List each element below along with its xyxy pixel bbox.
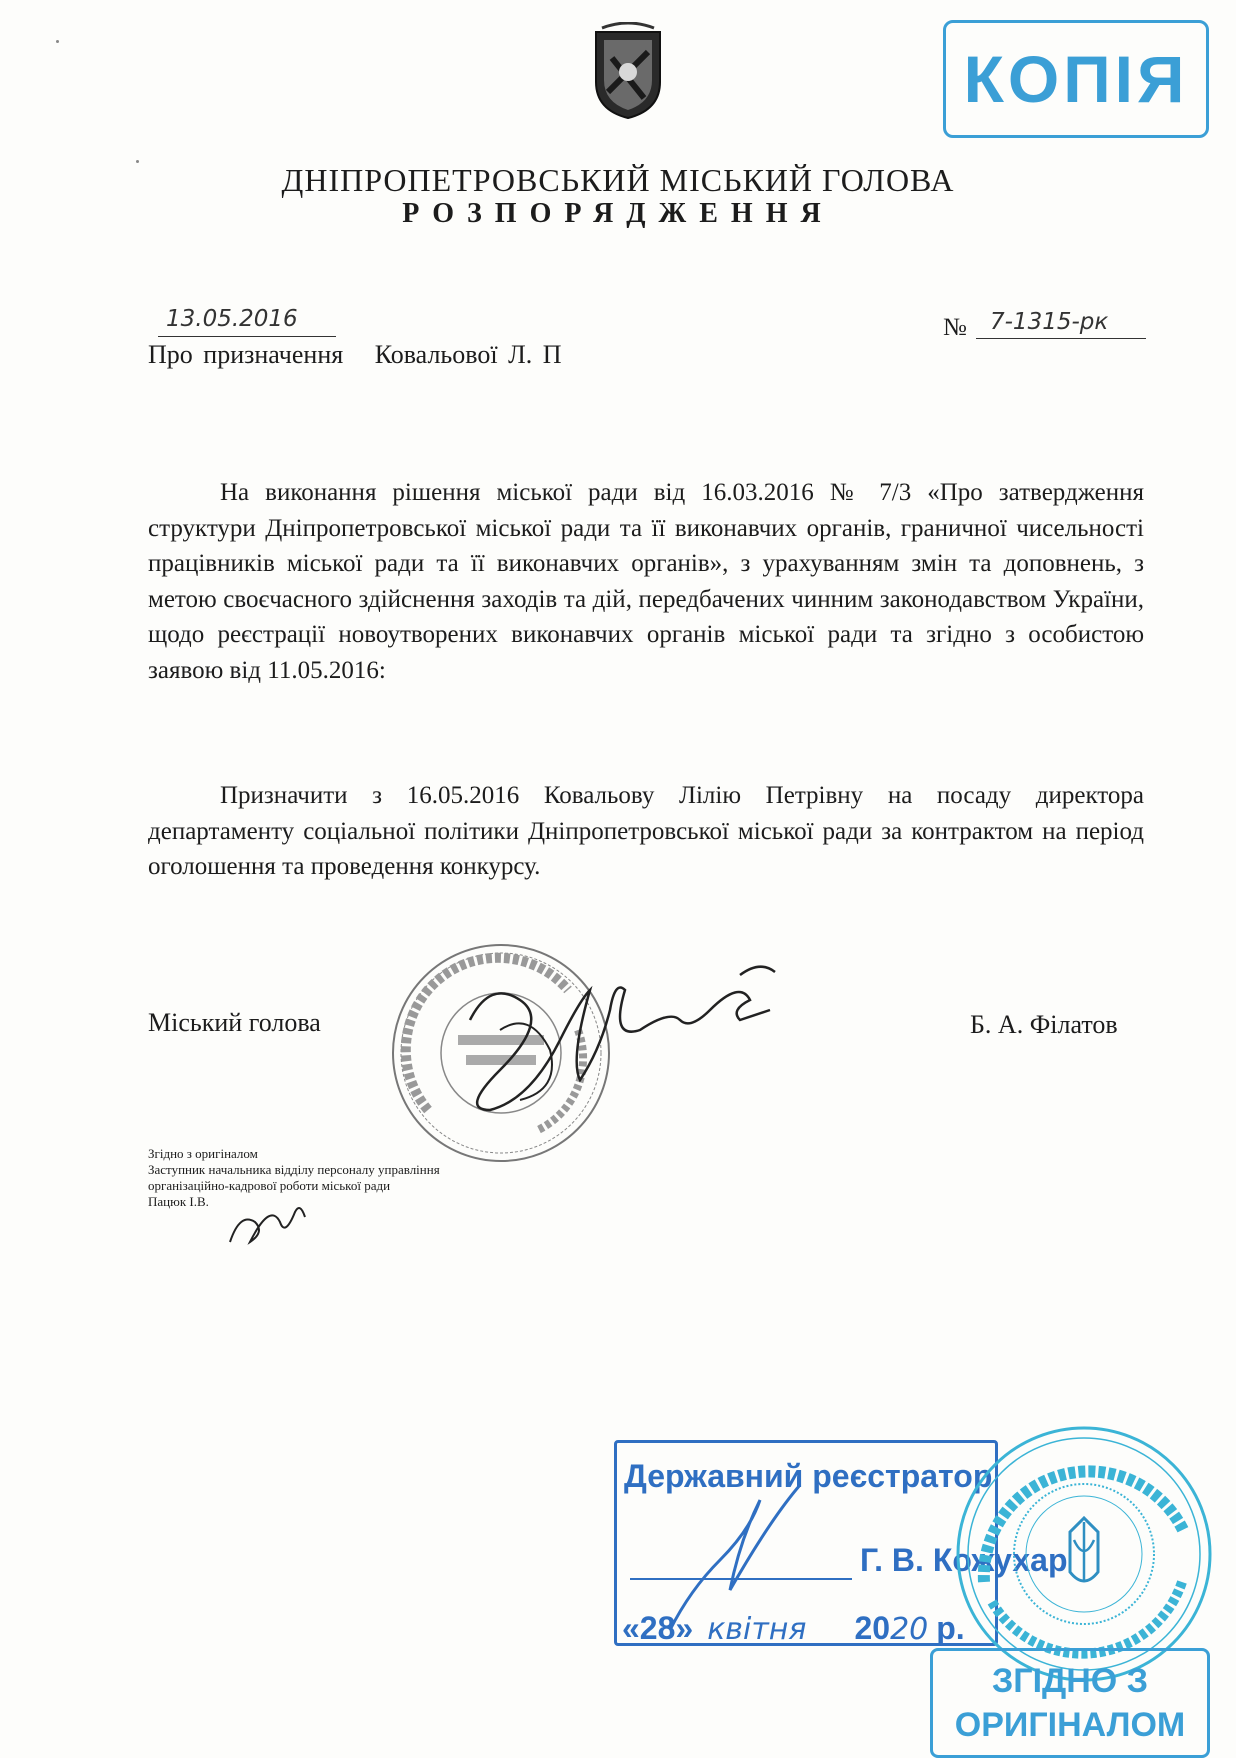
city-coat-of-arms-icon bbox=[588, 22, 668, 122]
registrar-name: Г. В. Кожухар bbox=[860, 1542, 1068, 1578]
preamble-paragraph: На виконання рішення міської ради від 16.03.2016 № 7/3 «Про затвердження структури Дніпропетровської міської ради та її виконавчих органів, граничної чисельності працівників міської ради та її виконавчих органів», з урахуванням змін та доповнень, з метою своєчасного здійснення заходів та дій, передбачених чинним законодавством України, щодо реєстрації новоутворених виконавчих органів міської ради та згідно з особистою заявою від 11.05.2016: bbox=[148, 479, 1144, 684]
document-subject: Про призначення Ковальової Л. П bbox=[148, 340, 562, 369]
registrar-stamp-title: Державний реєстратор bbox=[624, 1458, 993, 1494]
mayor-handwritten-signature bbox=[440, 950, 810, 1130]
original-stamp-line: ЗГІДНО З bbox=[992, 1662, 1148, 1700]
date-day: «28» bbox=[622, 1610, 694, 1646]
certification-line: організаційно-кадрової роботи міської ради bbox=[148, 1178, 391, 1193]
date-month: квітня bbox=[707, 1612, 807, 1647]
registrar-round-seal bbox=[952, 1422, 1216, 1686]
issuing-authority: ДНІПРОПЕТРОВСЬКИЙ МІСЬКИЙ ГОЛОВА bbox=[281, 162, 955, 198]
certified-original-stamp bbox=[930, 1648, 1210, 1758]
registrar-signature bbox=[650, 1470, 860, 1640]
certifier-signature bbox=[220, 1192, 310, 1252]
signatory-name: Б. А. Філатов bbox=[970, 1010, 1118, 1039]
date-year-suffix: 20 bbox=[890, 1612, 929, 1647]
certification-line: Згідно з оригіналом bbox=[148, 1146, 258, 1161]
date-year-prefix: 20 bbox=[854, 1610, 891, 1646]
document-type-title: РОЗПОРЯДЖЕННЯ bbox=[402, 198, 834, 229]
order-paragraph: Призначити з 16.05.2016 Ковальову Лілію Петрівну на посаду директора департаменту соціальної політики Дніпропетровської міської ради за контрактом на період оголошення та проведення конкурсу. bbox=[148, 782, 1144, 880]
document-number: 7-1315-рк bbox=[990, 309, 1109, 335]
signatory-position: Міський голова bbox=[148, 1008, 321, 1037]
original-stamp-line: ОРИГІНАЛОМ bbox=[954, 1706, 1186, 1744]
registrar-date-line bbox=[628, 1644, 898, 1646]
certification-line: Пацюк І.В. bbox=[148, 1194, 209, 1209]
document-date: 13.05.2016 bbox=[166, 306, 298, 332]
scan-speck bbox=[56, 40, 59, 43]
copy-stamp: КОПІЯ bbox=[943, 20, 1209, 138]
number-label: № bbox=[943, 314, 967, 341]
date-year-mark: р. bbox=[936, 1610, 965, 1646]
certification-line: Заступник начальника відділу персоналу управління bbox=[148, 1162, 440, 1177]
